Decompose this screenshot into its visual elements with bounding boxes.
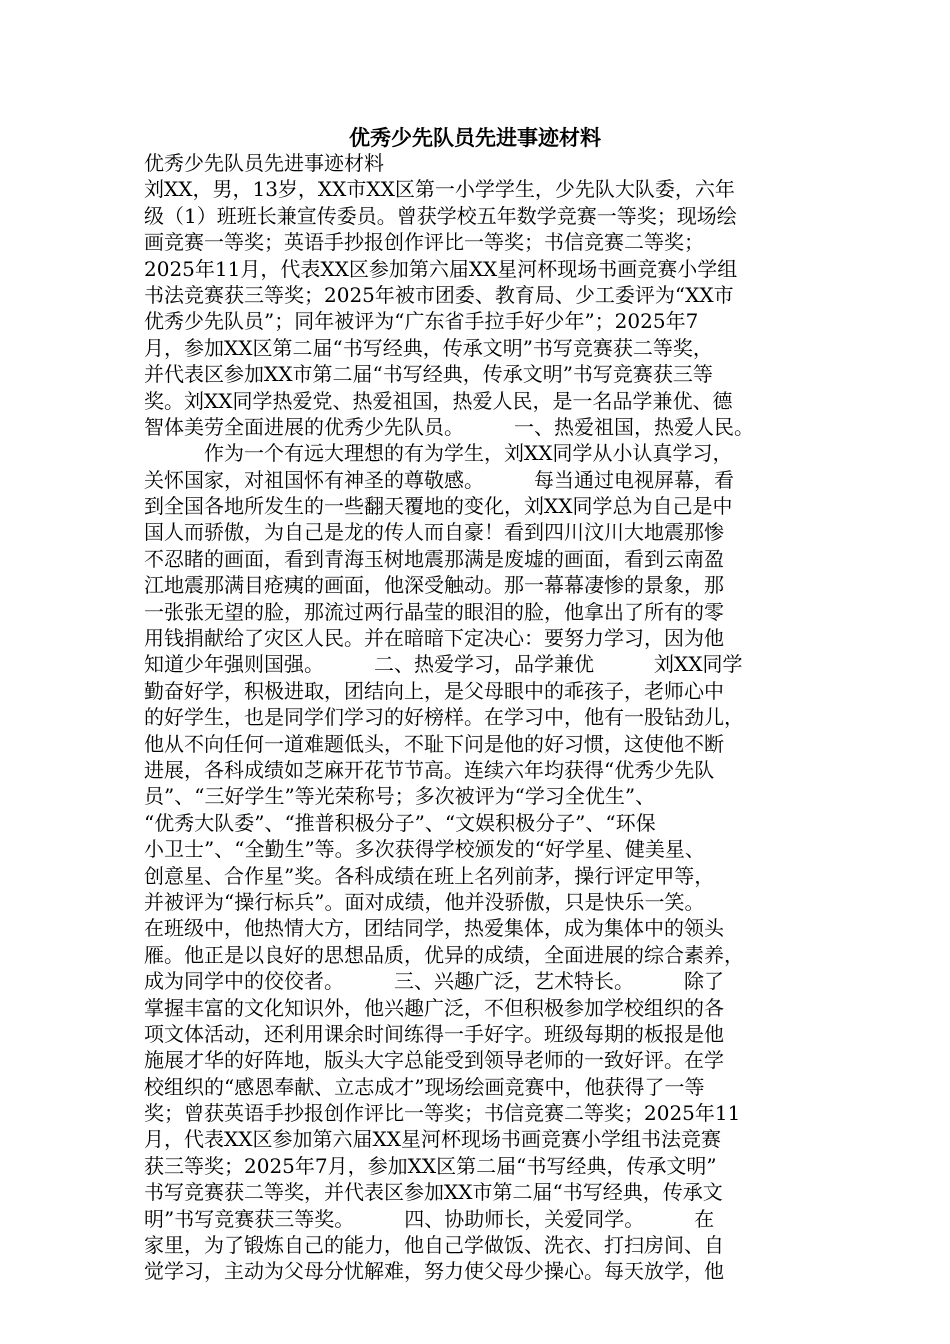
body-text-line: 国人而骄傲，为自己是龙的传人而自豪！看到四川汶川大地震那惨 [144, 520, 724, 545]
body-text-line: 勤奋好学，积极进取，团结向上，是父母眼中的乖孩子，老师心中 [144, 678, 724, 703]
document-body [144, 150, 804, 1285]
body-text-line: 作为一个有远大理想的有为学生，刘XX同学从小认真学习， [144, 441, 733, 466]
body-text-line: 月，代表XX区参加第六届XX星河杯现场书画竞赛小学组书法竞赛 [144, 1127, 721, 1152]
body-text-line: 月，参加XX区第二届“书写经典，传承文明”书写竞赛获二等奖， [144, 335, 713, 360]
body-text-line: 创意星、合作星”奖。各科成绩在班上名列前茅，操行评定甲等， [144, 863, 715, 888]
document-title: 优秀少先队员先进事迹材料 [349, 126, 601, 150]
body-text-line: 奖。刘XX同学热爱党、热爱祖国，热爱人民，是一名品学兼优、德 [144, 388, 733, 413]
body-text-line: 到全国各地所发生的一些翻天覆地的变化，刘XX同学总为自己是中 [144, 494, 733, 519]
body-text-line: 书写竞赛获二等奖，并代表区参加XX市第二届“书写经典，传承文 [144, 1180, 723, 1205]
body-text-line: 他从不向任何一道难题低头，不耻下问是他的好习惯，这使他不断 [144, 731, 724, 756]
body-text-line: 一张张无望的脸，那流过两行晶莹的眼泪的脸，他拿出了所有的零 [144, 599, 724, 624]
body-text-line: 的好学生，也是同学们学习的好榜样。在学习中，他有一股钻劲儿， [144, 705, 744, 730]
body-text-line: 小卫士”、“全勤生”等。多次获得学校颁发的“好学星、健美星、 [144, 837, 705, 862]
body-text-line: 刘XX，男，13岁，XX市XX区第一小学学生，少先队大队委，六年 [144, 177, 735, 202]
body-text-line: 书法竞赛获三等奖；2025年被市团委、教育局、少工委评为“XX市 [144, 282, 734, 307]
body-text-line: 知道少年强则国强。 二、热爱学习，品学兼优 刘XX同学 [144, 652, 743, 677]
body-text-line: 级（1）班班长兼宣传委员。曾获学校五年数学竞赛一等奖；现场绘 [144, 203, 737, 228]
body-text-line: 不忍睹的画面，看到青海玉树地震那满是废墟的画面，看到云南盈 [144, 546, 724, 571]
body-text-line: 成为同学中的佼佼者。 三、兴趣广泛，艺术特长。 除了 [144, 969, 724, 994]
body-text-line: 江地震那满目疮痍的画面，他深受触动。那一幕幕凄惨的景象，那 [144, 573, 724, 598]
body-text-line: 奖；曾获英语手抄报创作评比一等奖；书信竞赛二等奖；2025年11 [144, 1101, 741, 1126]
body-text-line: 智体美劳全面进展的优秀少先队员。 一、热爱祖国，热爱人民。 [144, 414, 754, 439]
body-text-line: 并代表区参加XX市第二届“书写经典，传承文明”书写竞赛获三等 [144, 362, 713, 387]
body-text-line: 优秀少先队员”；同年被评为“广东省手拉手好少年”；2025年7 [144, 309, 699, 334]
body-text-line: 员”、“三好学生”等光荣称号；多次被评为“学习全优生”、 [144, 784, 656, 809]
document-subtitle: 优秀少先队员先进事迹材料 [144, 151, 384, 175]
body-text-line: 进展，各科成绩如芝麻开花节节高。连续六年均获得“优秀少先队 [144, 757, 715, 782]
body-text-line: 2025年11月，代表XX区参加第六届XX星河杯现场书画竞赛小学组 [144, 256, 738, 281]
body-text-line: 明”书写竞赛获三等奖。 四、协助师长，关爱同学。 在 [144, 1206, 715, 1231]
body-text-line: 项文体活动，还利用课余时间练得一手好字。班级每期的板报是他 [144, 1021, 724, 1046]
body-text-line: 用钱捐献给了灾区人民。并在暗暗下定决心：要努力学习，因为他 [144, 626, 724, 651]
body-text-line: 获三等奖；2025年7月，参加XX区第二届“书写经典，传承文明” [144, 1153, 717, 1178]
body-text-line: 在班级中，他热情大方，团结同学，热爱集体，成为集体中的领头 [144, 916, 724, 941]
body-text-line: 画竞赛一等奖；英语手抄报创作评比一等奖；书信竞赛二等奖； [144, 230, 704, 255]
body-text-line: 校组织的“感恩奉献、立志成才”现场绘画竞赛中，他获得了一等 [144, 1074, 705, 1099]
body-text-line: “优秀大队委”、“推普积极分子”、“文娱积极分子”、“环保 [144, 810, 656, 835]
body-text-line: 施展才华的好阵地，版头大字总能受到领导老师的一致好评。在学 [144, 1048, 724, 1073]
body-text-line: 雁。他正是以良好的思想品质，优异的成绩，全面进展的综合素养， [144, 942, 744, 967]
body-text-line: 觉学习，主动为父母分忧解难，努力使父母少操心。每天放学，他 [144, 1259, 724, 1284]
body-text-line: 并被评为“操行标兵”。面对成绩，他并没骄傲，只是快乐一笑。 [144, 889, 705, 914]
body-text-line: 掌握丰富的文化知识外，他兴趣广泛，不但积极参加学校组织的各 [144, 995, 724, 1020]
body-text-line: 关怀国家，对祖国怀有神圣的尊敬感。 每当通过电视屏幕，看 [144, 467, 734, 492]
body-text-line: 家里，为了锻炼自己的能力，他自己学做饭、洗衣、打扫房间、自 [144, 1233, 724, 1258]
